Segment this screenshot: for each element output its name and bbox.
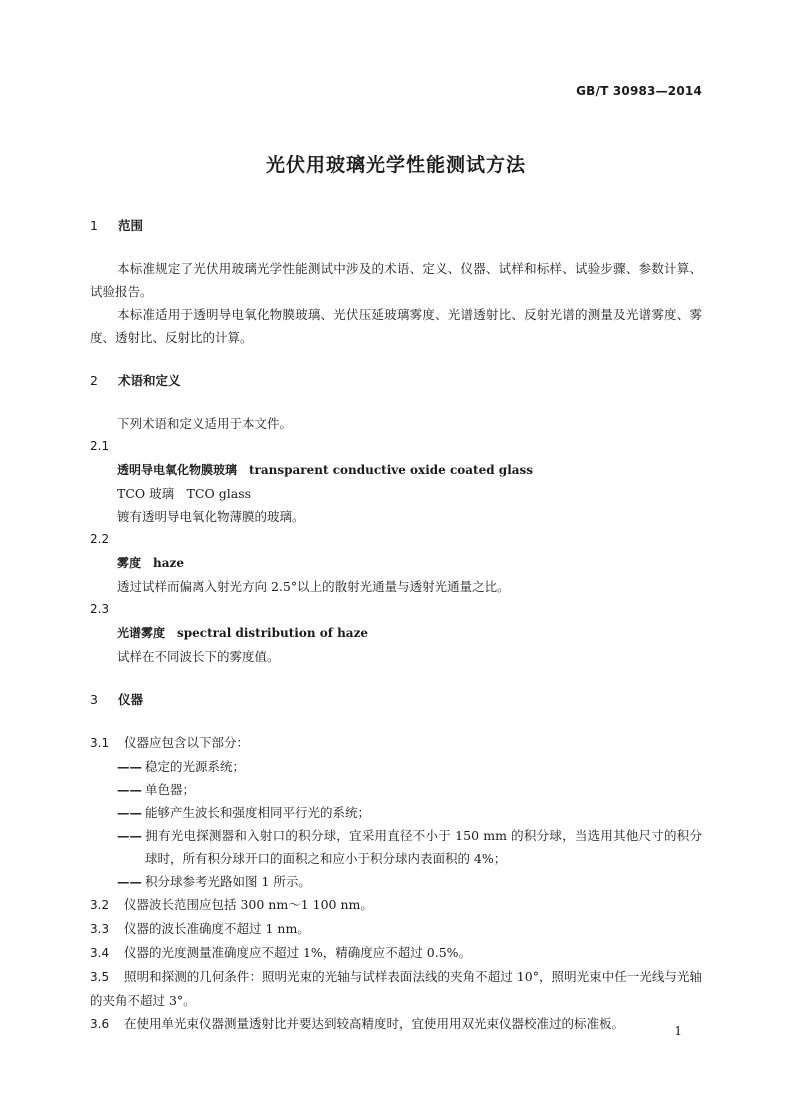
term-name-en: transparent conductive oxide coated glass (249, 463, 534, 477)
section-heading-terms (90, 369, 702, 392)
clause-number: 3.2 (90, 898, 110, 912)
term-number: 2.2 (90, 532, 110, 546)
list-item (90, 755, 702, 778)
section-title: 术语和定义 (118, 373, 181, 388)
list-item-text: 稳定的光源系统； (145, 759, 246, 774)
term-name (90, 551, 702, 575)
section-number: 3 (90, 692, 98, 707)
list-item (90, 801, 702, 824)
list-item-text: 单色器； (145, 782, 196, 797)
section-heading-apparatus (90, 688, 702, 711)
dash-marker: —— (117, 782, 142, 797)
section-title: 仪器 (118, 692, 144, 707)
clause-3-6 (90, 1012, 702, 1036)
clause-3-3 (90, 917, 702, 941)
term-definition: 试样在不同波长下的雾度值。 (117, 649, 280, 664)
document-body (90, 214, 702, 1036)
term-definition: 镀有透明导电氧化物薄膜的玻璃。 (117, 509, 305, 524)
standard-code: GB/T 30983—2014 (576, 84, 702, 98)
section-heading-scope (90, 214, 702, 237)
term-name (90, 458, 702, 482)
clause-number: 3.6 (90, 1017, 110, 1031)
clause-text: 在使用单光束仪器测量透射比并要达到较高精度时，宜使用用双光束仪器校准过的标准板。 (124, 1016, 625, 1031)
clause-number: 3.5 (90, 970, 110, 984)
list-item-text: 积分球参考光路如图 1 所示。 (145, 874, 311, 889)
term-name (90, 621, 702, 645)
section-number: 1 (90, 218, 98, 233)
clause-3-5 (90, 965, 702, 1012)
term-name-zh: 光谱雾度 (117, 626, 166, 640)
list-item (90, 778, 702, 801)
term-definition: 透过试样而偏离入射光方向 2.5°以上的散射光通量与透射光通量之比。 (117, 579, 510, 594)
clause-text: 仪器波长范围应包括 300 nm～1 100 nm。 (124, 897, 373, 912)
term-name-zh: 雾度 (117, 556, 142, 570)
clause-text: 仪器的光度测量准确度应不超过 1%，精确度应不超过 0.5%。 (124, 945, 472, 960)
section-title: 范围 (118, 218, 144, 233)
clause-number: 3.4 (90, 946, 110, 960)
list-item (90, 824, 702, 870)
scope-paragraph-2: 本标准适用于透明导电氧化物膜玻璃、光伏压延玻璃雾度、光谱透射比、反射光谱的测量及光谱雾度、雾度、透射比、反射比的计算。 (90, 307, 702, 345)
clause-text: 仪器的波长准确度不超过 1 nm。 (124, 921, 310, 936)
dash-marker: —— (117, 828, 142, 843)
clause-number: 3.3 (90, 922, 110, 936)
document-title: 光伏用玻璃光学性能测试方法 (265, 154, 526, 176)
terms-intro: 下列术语和定义适用于本文件。 (117, 416, 293, 431)
scope-paragraph-1: 本标准规定了光伏用玻璃光学性能测试中涉及的术语、定义、仪器、试样和标样、试验步骤、参数计算、试验报告。 (90, 261, 702, 299)
clause-3-2 (90, 893, 702, 917)
list-item-text: 能够产生波长和强度相同平行光的系统； (145, 805, 371, 820)
term-name-zh: 透明导电氧化物膜玻璃 (117, 463, 238, 477)
dash-marker: —— (117, 874, 142, 889)
list-item-text: 拥有光电探测器和入射口的积分球，宜采用直径不小于 150 mm 的积分球，当选用其他尺寸的积分球时，所有积分球开口的面积之和应小于积分球内表面积的 4%； (145, 828, 702, 866)
clause-text: 仪器应包含以下部分： (124, 735, 250, 750)
dash-marker: —— (117, 805, 142, 820)
dash-marker: —— (117, 759, 142, 774)
term-number: 2.1 (90, 439, 110, 453)
term-alternative: TCO 玻璃 TCO glass (117, 486, 252, 501)
list-item (90, 870, 702, 893)
term-number: 2.3 (90, 602, 110, 616)
clause-text: 照明和探测的几何条件：照明光束的光轴与试样表面法线的夹角不超过 10°，照明光束中任一光线与光轴的夹角不超过 3°。 (90, 969, 702, 1008)
clause-3-4 (90, 941, 702, 965)
term-name-en: spectral distribution of haze (177, 626, 369, 640)
section-number: 2 (90, 373, 98, 388)
clause-3-1 (90, 731, 702, 755)
page-number: 1 (674, 1024, 682, 1038)
clause-number: 3.1 (90, 736, 110, 750)
term-name-en: haze (153, 556, 184, 570)
